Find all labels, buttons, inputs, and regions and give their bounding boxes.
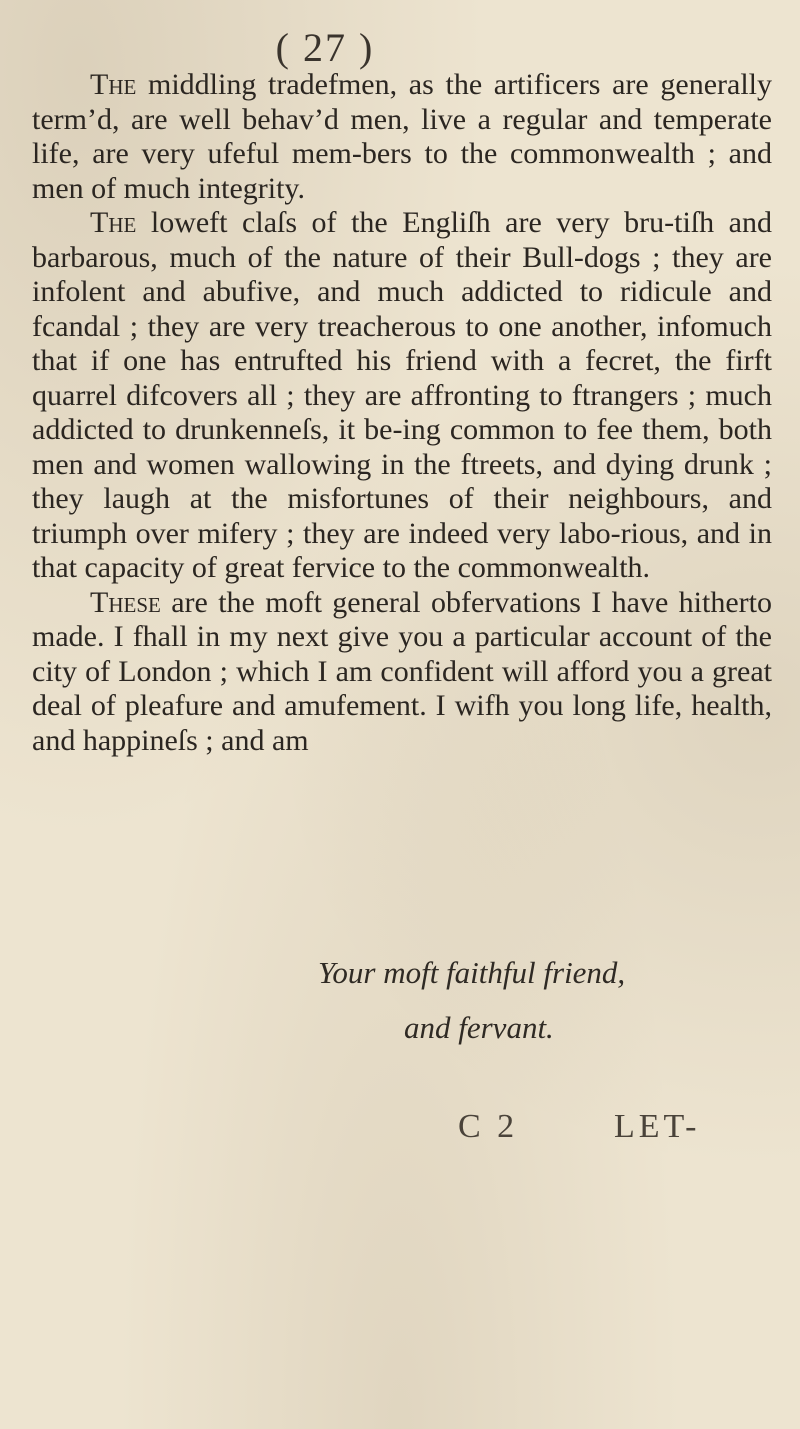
closing-servant: and fervant. [404,1010,554,1045]
catchword: LET- [614,1108,701,1145]
paragraph-3 [32,586,772,759]
paragraph-2 [32,206,772,586]
paragraph-1-lead: The [90,68,137,101]
paragraph-1-text: middling tradefmen, as the artificers are generally term’d, are well behav’d men, live a regular and temperate life, are very ufeful mem-bers to the commonwealth ; and men of much integrity. [32,68,772,205]
paragraph-3-text: are the moft general obfervations I have hitherto made. I fhall in my next give you a particular account of the city of London ; which I am confident will afford you a great deal of pleafure and amufement. I wifh you long life, health, and happineſs ; and am [32,585,772,757]
paragraph-3-lead: These [90,585,161,619]
paragraph-1 [32,68,772,206]
body-text [32,68,772,758]
paragraph-2-text: loweft claſs of the Engliſh are very bru-tiſh and barbarous, much of the nature of their Bull-dogs ; they are infolent and abufive, and much addicted to ridicule and fcandal ; they are very treacherous to one another, infomuch that if one has entrufted his friend with a fecret, the firft quarrel difcovers all ; they are affronting to ftrangers ; much addicted to drunkenneſs, it be-ing common to fee them, both men and women wallowing in the ftreets, and dying drunk ; they laugh at the misfortunes of their neighbours, and triumph over mifery ; they are indeed very labo-rious, and in that capacity of great fervice to the commonwealth. [32,206,772,584]
page-number: ( 27 ) [275,25,375,70]
paragraph-2-lead: The [90,206,137,239]
signature-mark: C 2 [458,1108,519,1145]
closing-salutation: Your moft faithful friend, [318,955,626,990]
